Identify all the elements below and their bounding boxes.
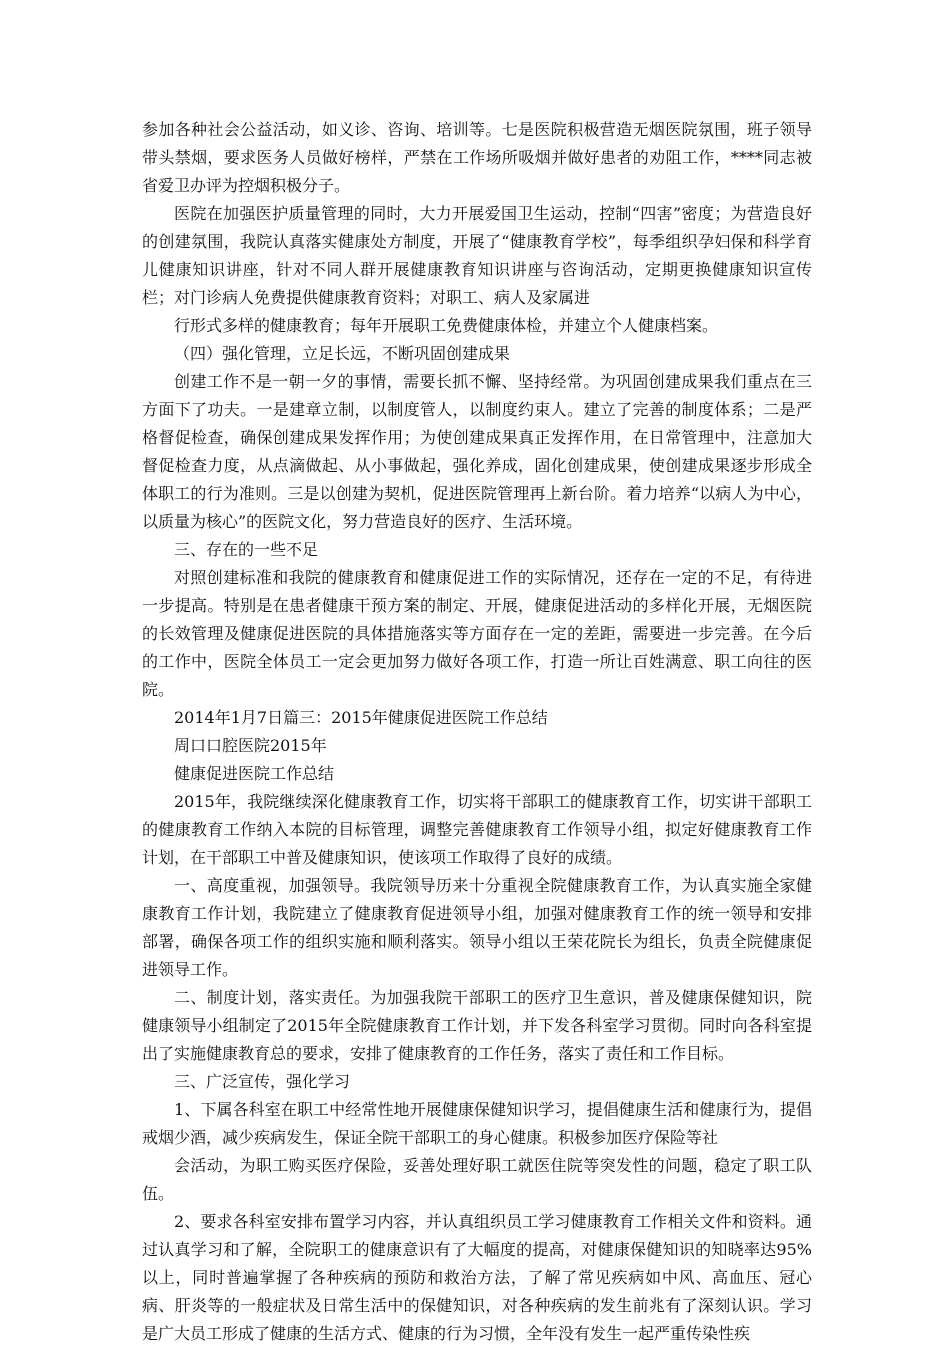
report-title-line: 健康促进医院工作总结: [174, 764, 335, 783]
date-article-line: 2014年1月7日篇三：2015年健康促进医院工作总结: [174, 708, 548, 727]
paragraph-5: 创建工作不是一朝一夕的事情，需要长抓不懈、坚持经常。为巩固创建成果我们重点在三方面下了功夫。一是建章立制，以制度管人，以制度约束人。建立了完善的制度体系；二是严格督促检查，确保创建成果发挥作用；为使创建成果真正发挥作用，在日常管理中，注意加大督促检查力度，从点滴做起、从小事做起，强化养成，固化创建成果，使创建成果逐步形成全体职工的行为准则。三是以创建为契机，促进医院管理再上新台阶。着力培养“以病人为中心，以质量为核心”的医院文化，努力营造良好的医疗、生活环境。: [142, 372, 812, 531]
paragraph-13: 二、制度计划，落实责任。为加强我院干部职工的医疗卫生意识，普及健康保健知识，院健康领导小组制定了2015年全院健康教育工作计划，并下发各科室学习贯彻。同时向各科室提出了实施健康教育总的要求，安排了健康教育的工作任务，落实了责任和工作目标。: [142, 988, 812, 1063]
paragraph-3: 行形式多样的健康教育；每年开展职工免费健康体检，并建立个人健康档案。: [174, 316, 719, 335]
section-heading-publicity: 三、广泛宣传，强化学习: [174, 1072, 351, 1091]
hospital-name-line: 周口口腔医院2015年: [174, 736, 327, 755]
paragraph-12: 一、高度重视，加强领导。我院领导历来十分重视全院健康教育工作，为认真实施全家健康教育工作计划，我院建立了健康教育促进领导小组，加强对健康教育工作的统一领导和安排部署，确保各项工作的组织实施和顺利落实。领导小组以王荣花院长为组长，负责全院健康促进领导工作。: [142, 876, 812, 979]
paragraph-2: 医院在加强医护质量管理的同时，大力开展爱国卫生运动，控制“四害”密度；为营造良好的创建氛围，我院认真落实健康处方制度，开展了“健康教育学校”，每季组织孕妇保和科学育儿健康知识讲座，针对不同人群开展健康教育知识讲座与咨询活动，定期更换健康知识宣传栏；对门诊病人免费提供健康教育资料；对职工、病人及家属进: [142, 204, 812, 307]
paragraph-11: 2015年，我院继续深化健康教育工作，切实将干部职工的健康教育工作，切实讲干部职工的健康教育工作纳入本院的目标管理，调整完善健康教育工作领导小组，拟定好健康教育工作计划，在干部职工中普及健康知识，使该项工作取得了良好的成绩。: [142, 792, 812, 867]
paragraph-15: 1、下属各科室在职工中经常性地开展健康保健知识学习，提倡健康生活和健康行为，提倡戒烟少酒，减少疾病发生，保证全院干部职工的身心健康。积极参加医疗保险等社: [142, 1100, 812, 1147]
section-heading-shortcomings: 三、存在的一些不足: [174, 540, 319, 559]
document-body: [142, 116, 812, 1348]
paragraph-17: 2、要求各科室安排布置学习内容，并认真组织员工学习健康教育工作相关文件和资料。通过认真学习和了解，全院职工的健康意识有了大幅度的提高，对健康保健知识的知晓率达95%以上，同时普遍掌握了各种疾病的预防和救治方法，了解了常见疾病如中风、高血压、冠心病、肝炎等的一般症状及日常生活中的保健知识，对各种疾病的发生前兆有了深刻认识。学习是广大员工形成了健康的生活方式、健康的行为习惯，全年没有发生一起严重传染性疾: [142, 1212, 812, 1343]
paragraph-1: 参加各种社会公益活动，如义诊、咨询、培训等。七是医院积极营造无烟医院氛围，班子领导带头禁烟，要求医务人员做好榜样，严禁在工作场所吸烟并做好患者的劝阻工作，****同志被省爱卫办评为控烟积极分子。: [142, 120, 812, 195]
paragraph-16: 会活动，为职工购买医疗保险，妥善处理好职工就医住院等突发性的问题，稳定了职工队伍。: [142, 1156, 812, 1203]
section-heading-4: （四）强化管理，立足长远，不断巩固创建成果: [174, 344, 511, 363]
paragraph-7: 对照创建标准和我院的健康教育和健康促进工作的实际情况，还存在一定的不足，有待进一步提高。特别是在患者健康干预方案的制定、开展，健康促进活动的多样化开展，无烟医院的长效管理及健康促进医院的具体措施落实等方面存在一定的差距，需要进一步完善。在今后的工作中，医院全体员工一定会更加努力做好各项工作，打造一所让百姓满意、职工向往的医院。: [142, 568, 812, 699]
